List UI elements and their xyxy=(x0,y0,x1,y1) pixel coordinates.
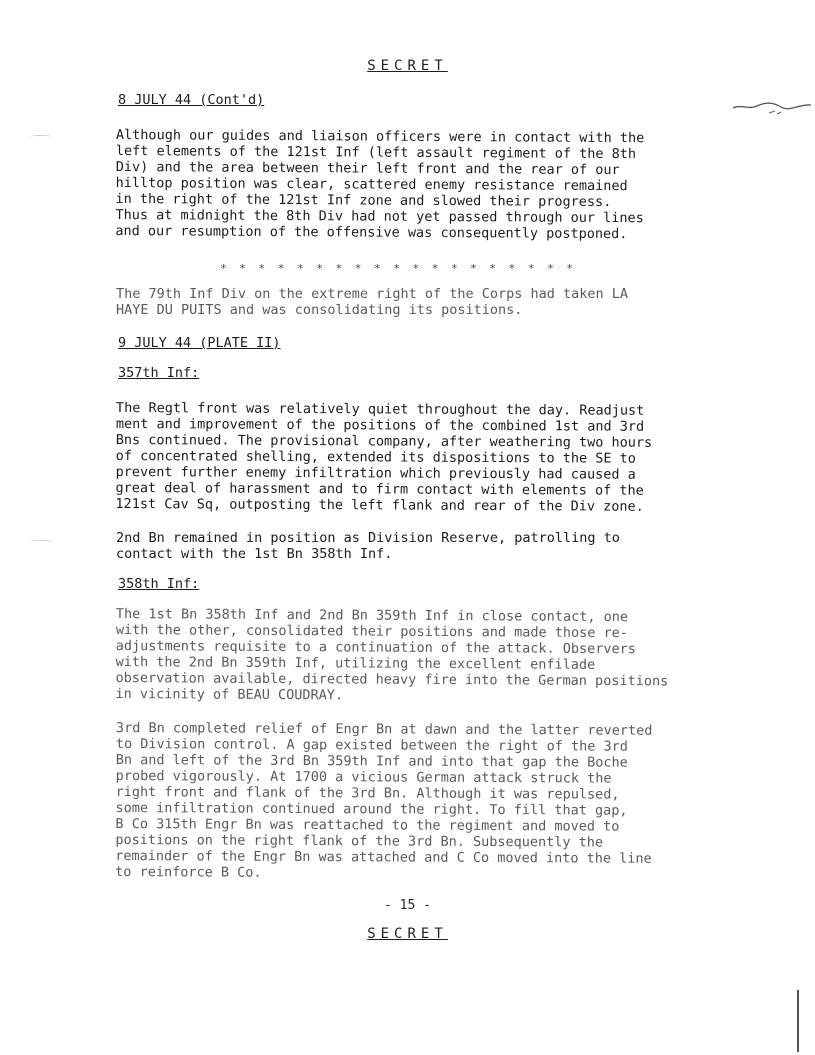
section-date-heading: 9 JULY 44 (PLATE II) xyxy=(118,335,281,351)
paragraph-guides-liaison: Although our guides and liaison officers were in contact with the left elements of the 121st Inf (left assault regiment of the 8th Div) and the area between their left front and the rear of our hilltop position was clear, scattered enemy resistance remained in the right of the 121st Inf zone and slowed their progress. Thus at midnight the 8th Div had not yet passed through our lines and our resumption of the offensive was consequently postponed. xyxy=(115,127,645,243)
subheading-357th-inf: 357th Inf: xyxy=(118,365,200,381)
subheading-358th-inf: 358th Inf: xyxy=(118,576,200,592)
separator-asterisks: * * * * * * * * * * * * * * * * * * * xyxy=(220,262,577,275)
punch-hole-mark xyxy=(30,135,52,138)
footer-classification: SECRET xyxy=(367,926,448,942)
page-number: - 15 - xyxy=(384,898,431,913)
punch-hole-mark xyxy=(30,540,52,543)
paragraph-2nd-bn-reserve: 2nd Bn remained in position as Division Reserve, patrolling to contact with the 1st Bn 358th Inf. xyxy=(116,530,620,562)
paragraph-1st-bn-358th: The 1st Bn 358th Inf and 2nd Bn 359th Inf in close contact, one with the other, consolidated their positions and made those re- adjustments requisite to a continuation of the attack. Observers with the 2nd Bn 359th Inf, utilizing the excellent enfilade observation available, directed heavy fire into the German positions in vicinity of BEAU COUDRAY. xyxy=(115,606,669,704)
header-classification: SECRET xyxy=(367,58,448,74)
section-date-heading: 8 JULY 44 (Cont'd) xyxy=(118,92,265,108)
paragraph-regtl-front: The Regtl front was relatively quiet throughout the day. Readjust ment and improvement of the positions of the combined 1st and 3rd Bns continued. The provisional company, after weathering two hours of concentrated shelling, extended its dispositions to the SE to prevent further enemy infiltration which previously had caused a great deal of harassment and to firm contact with elements of the 121st Cav Sq, outposting the left flank and rear of the Div zone. xyxy=(115,400,653,515)
paragraph-79th-inf-div: The 79th Inf Div on the extreme right of the Corps had taken LA HAYE DU PUITS and was consolidating its positions. xyxy=(116,286,629,318)
margin-bar xyxy=(797,990,799,1052)
paragraph-3rd-bn-relief: 3rd Bn completed relief of Engr Bn at dawn and the latter reverted to Division control. A gap existed between the right of the 3rd Bn and left of the 3rd Bn 359th Inf and into that gap the Boche probed vigorously. At 1700 a vicious German attack struck the right front and flank of the 3rd Bn. Although it was repulsed, some infiltration continued around the right. To fill that gap, B Co 315th Engr Bn was reattached to the regiment and moved to positions on the right flank of the 3rd Bn. Subsequently the remainder of the Engr Bn was attached and C Co moved into the line to reinforce B Co. xyxy=(115,720,653,881)
margin-scribble xyxy=(729,96,815,124)
